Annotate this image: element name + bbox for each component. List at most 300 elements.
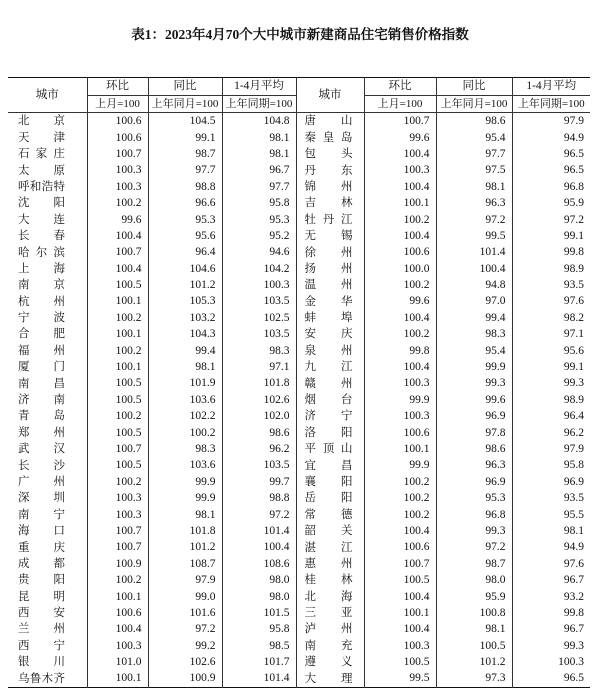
right-month-on-month-cell: 100.6 <box>364 539 436 555</box>
left-jan-apr-average-cell: 95.8 <box>222 195 296 211</box>
left-month-on-month-cell: 100.6 <box>87 129 148 145</box>
left-month-on-month-cell: 100.3 <box>87 490 148 506</box>
city-name: 福州 <box>18 344 65 357</box>
city-name: 杭州 <box>18 295 65 308</box>
right-jan-apr-average-cell: 99.3 <box>512 638 590 654</box>
city-name: 沈阳 <box>18 197 65 210</box>
right-month-on-month-cell: 100.2 <box>364 474 436 490</box>
city-name: 吉林 <box>304 197 353 210</box>
right-jan-apr-average-cell: 99.1 <box>512 359 590 375</box>
table-row <box>8 441 590 457</box>
city-name: 扬州 <box>304 262 353 275</box>
left-year-on-year-cell: 102.6 <box>148 654 222 670</box>
left-year-on-year-cell: 101.8 <box>148 523 222 539</box>
left-city-cell <box>8 261 87 277</box>
left-jan-apr-average-cell: 101.4 <box>222 523 296 539</box>
left-month-on-month-cell: 100.2 <box>87 195 148 211</box>
city-name: 洛阳 <box>304 426 353 439</box>
left-jan-apr-average-cell: 103.5 <box>222 293 296 309</box>
right-mom-base-header: 上月=100 <box>364 96 436 113</box>
right-yoy-base-header: 上年同月=100 <box>436 96 512 113</box>
left-city-cell <box>8 539 87 555</box>
right-month-on-month-cell: 100.1 <box>364 195 436 211</box>
right-city-cell <box>296 211 364 227</box>
city-name: 青岛 <box>18 410 65 423</box>
city-name: 贵阳 <box>18 574 65 587</box>
right-year-on-year-cell: 95.9 <box>436 588 512 604</box>
table-row <box>8 162 590 178</box>
table-title: 表1：2023年4月70个大中城市新建商品住宅销售价格指数 <box>131 27 469 42</box>
right-city-cell <box>296 523 364 539</box>
left-year-on-year-cell: 95.3 <box>148 211 222 227</box>
left-jan-apr-average-cell: 101.4 <box>222 670 296 687</box>
right-avg-header: 1-4月平均 <box>512 78 590 96</box>
right-jan-apr-average-cell: 94.9 <box>512 539 590 555</box>
right-city-cell <box>296 310 364 326</box>
city-name: 常德 <box>304 508 353 521</box>
table-row <box>8 621 590 637</box>
left-month-on-month-cell: 99.6 <box>87 211 148 227</box>
city-name: 金华 <box>304 295 353 308</box>
city-name: 平顶山 <box>304 443 353 456</box>
table-row <box>8 310 590 326</box>
left-city-cell <box>8 228 87 244</box>
right-jan-apr-average-cell: 99.3 <box>512 375 590 391</box>
right-month-on-month-cell: 100.4 <box>364 228 436 244</box>
city-name: 长沙 <box>18 459 65 472</box>
right-jan-apr-average-cell: 100.3 <box>512 654 590 670</box>
left-jan-apr-average-cell: 102.6 <box>222 392 296 408</box>
city-name: 兰州 <box>18 623 65 636</box>
right-jan-apr-average-cell: 96.2 <box>512 424 590 440</box>
table-row <box>8 670 590 687</box>
city-name: 上海 <box>18 262 65 275</box>
table-row <box>8 605 590 621</box>
city-name: 西安 <box>18 607 65 620</box>
right-city-header: 城市 <box>296 78 364 113</box>
city-name: 温州 <box>304 279 353 292</box>
left-month-on-month-cell: 100.3 <box>87 638 148 654</box>
left-jan-apr-average-cell: 98.8 <box>222 490 296 506</box>
city-name: 襄阳 <box>304 475 353 488</box>
right-month-on-month-cell: 99.8 <box>364 342 436 358</box>
right-jan-apr-average-cell: 95.8 <box>512 457 590 473</box>
left-jan-apr-average-cell: 108.6 <box>222 556 296 572</box>
city-name: 赣州 <box>304 377 353 390</box>
left-month-on-month-cell: 100.9 <box>87 556 148 572</box>
right-yoy-header: 同比 <box>436 78 512 96</box>
right-month-on-month-cell: 100.2 <box>364 211 436 227</box>
city-name: 深圳 <box>18 492 65 505</box>
right-city-cell <box>296 490 364 506</box>
table-row <box>8 359 590 375</box>
left-year-on-year-cell: 101.6 <box>148 605 222 621</box>
left-month-on-month-cell: 100.5 <box>87 375 148 391</box>
right-year-on-year-cell: 99.5 <box>436 228 512 244</box>
left-city-cell <box>8 179 87 195</box>
left-jan-apr-average-cell: 103.5 <box>222 457 296 473</box>
left-jan-apr-average-cell: 104.8 <box>222 113 296 130</box>
right-month-on-month-cell: 100.4 <box>364 310 436 326</box>
right-year-on-year-cell: 101.2 <box>436 654 512 670</box>
left-city-cell <box>8 441 87 457</box>
right-jan-apr-average-cell: 96.9 <box>512 474 590 490</box>
left-city-cell <box>8 490 87 506</box>
left-city-cell <box>8 310 87 326</box>
table-row <box>8 244 590 260</box>
table-row <box>8 146 590 162</box>
left-year-on-year-cell: 98.1 <box>148 359 222 375</box>
left-jan-apr-average-cell: 94.6 <box>222 244 296 260</box>
city-name: 郑州 <box>18 426 65 439</box>
right-month-on-month-cell: 100.3 <box>364 638 436 654</box>
right-month-on-month-cell: 100.6 <box>364 424 436 440</box>
left-month-on-month-cell: 100.3 <box>87 162 148 178</box>
right-avg-base-header: 上年同期=100 <box>512 96 590 113</box>
left-jan-apr-average-cell: 95.3 <box>222 211 296 227</box>
left-year-on-year-cell: 100.2 <box>148 424 222 440</box>
city-name: 安庆 <box>304 328 353 341</box>
right-month-on-month-cell: 100.4 <box>364 179 436 195</box>
right-city-cell <box>296 621 364 637</box>
city-name: 天津 <box>18 131 65 144</box>
left-month-on-month-cell: 100.2 <box>87 474 148 490</box>
left-mom-header: 环比 <box>87 78 148 96</box>
left-jan-apr-average-cell: 101.7 <box>222 654 296 670</box>
city-name: 三亚 <box>304 607 353 620</box>
left-city-cell <box>8 572 87 588</box>
left-city-cell <box>8 375 87 391</box>
table-row <box>8 342 590 358</box>
left-jan-apr-average-cell: 98.3 <box>222 342 296 358</box>
left-year-on-year-cell: 99.1 <box>148 129 222 145</box>
left-year-on-year-cell: 104.6 <box>148 261 222 277</box>
city-name: 唐山 <box>304 115 353 128</box>
city-name: 广州 <box>18 475 65 488</box>
table-row <box>8 474 590 490</box>
left-city-cell <box>8 129 87 145</box>
right-city-cell <box>296 261 364 277</box>
city-name: 秦皇岛 <box>304 131 353 144</box>
right-month-on-month-cell: 99.6 <box>364 293 436 309</box>
right-month-on-month-cell: 100.3 <box>364 408 436 424</box>
left-year-on-year-cell: 97.2 <box>148 621 222 637</box>
right-month-on-month-cell: 100.3 <box>364 375 436 391</box>
right-year-on-year-cell: 98.0 <box>436 572 512 588</box>
left-year-on-year-cell: 98.8 <box>148 179 222 195</box>
table-header <box>8 78 590 113</box>
left-year-on-year-cell: 104.5 <box>148 113 222 130</box>
city-name: 武汉 <box>18 443 65 456</box>
city-name: 大连 <box>18 213 65 226</box>
table-row <box>8 654 590 670</box>
city-name: 银川 <box>18 656 65 669</box>
city-name: 包头 <box>304 148 353 161</box>
left-year-on-year-cell: 98.1 <box>148 506 222 522</box>
left-month-on-month-cell: 100.5 <box>87 424 148 440</box>
right-jan-apr-average-cell: 97.1 <box>512 326 590 342</box>
left-jan-apr-average-cell: 98.6 <box>222 424 296 440</box>
left-month-on-month-cell: 100.1 <box>87 326 148 342</box>
left-jan-apr-average-cell: 102.5 <box>222 310 296 326</box>
right-year-on-year-cell: 97.7 <box>436 146 512 162</box>
left-month-on-month-cell: 100.2 <box>87 408 148 424</box>
left-jan-apr-average-cell: 98.1 <box>222 129 296 145</box>
city-name: 北海 <box>304 590 353 603</box>
left-city-cell <box>8 195 87 211</box>
left-jan-apr-average-cell: 97.2 <box>222 506 296 522</box>
right-year-on-year-cell: 98.3 <box>436 326 512 342</box>
right-year-on-year-cell: 97.2 <box>436 211 512 227</box>
right-city-cell <box>296 277 364 293</box>
left-jan-apr-average-cell: 103.5 <box>222 326 296 342</box>
left-month-on-month-cell: 100.1 <box>87 293 148 309</box>
left-jan-apr-average-cell: 98.0 <box>222 572 296 588</box>
left-month-on-month-cell: 100.7 <box>87 539 148 555</box>
table-row <box>8 228 590 244</box>
left-month-on-month-cell: 101.0 <box>87 654 148 670</box>
table-row <box>8 506 590 522</box>
right-city-cell <box>296 342 364 358</box>
left-city-cell <box>8 359 87 375</box>
left-city-cell <box>8 342 87 358</box>
left-jan-apr-average-cell: 97.7 <box>222 179 296 195</box>
left-city-cell <box>8 277 87 293</box>
right-year-on-year-cell: 96.9 <box>436 408 512 424</box>
left-month-on-month-cell: 100.2 <box>87 572 148 588</box>
left-jan-apr-average-cell: 95.8 <box>222 621 296 637</box>
city-name: 岳阳 <box>304 492 353 505</box>
left-month-on-month-cell: 100.1 <box>87 588 148 604</box>
city-name: 泸州 <box>304 623 353 636</box>
city-name: 南京 <box>18 279 65 292</box>
right-month-on-month-cell: 100.2 <box>364 326 436 342</box>
left-year-on-year-cell: 101.9 <box>148 375 222 391</box>
left-jan-apr-average-cell: 99.7 <box>222 474 296 490</box>
city-name: 合肥 <box>18 328 65 341</box>
city-name: 成都 <box>18 557 65 570</box>
right-city-cell <box>296 572 364 588</box>
table-row <box>8 195 590 211</box>
right-year-on-year-cell: 98.6 <box>436 113 512 130</box>
left-jan-apr-average-cell: 97.1 <box>222 359 296 375</box>
city-name: 重庆 <box>18 541 65 554</box>
right-city-cell <box>296 179 364 195</box>
left-jan-apr-average-cell: 98.5 <box>222 638 296 654</box>
city-name: 太原 <box>18 164 65 177</box>
city-name: 烟台 <box>304 394 353 407</box>
city-name: 牡丹江 <box>304 213 353 226</box>
right-city-cell <box>296 424 364 440</box>
right-jan-apr-average-cell: 96.8 <box>512 179 590 195</box>
right-city-cell <box>296 392 364 408</box>
right-year-on-year-cell: 98.6 <box>436 441 512 457</box>
left-city-cell <box>8 146 87 162</box>
city-name: 惠州 <box>304 557 353 570</box>
right-year-on-year-cell: 95.4 <box>436 342 512 358</box>
left-city-cell <box>8 588 87 604</box>
city-name: 厦门 <box>18 361 65 374</box>
right-city-cell <box>296 605 364 621</box>
right-month-on-month-cell: 100.4 <box>364 621 436 637</box>
left-year-on-year-cell: 101.2 <box>148 539 222 555</box>
left-city-cell <box>8 605 87 621</box>
header-row-labels <box>8 78 590 96</box>
left-year-on-year-cell: 103.6 <box>148 457 222 473</box>
left-city-cell <box>8 408 87 424</box>
table-row <box>8 113 590 130</box>
left-month-on-month-cell: 100.3 <box>87 179 148 195</box>
right-year-on-year-cell: 96.3 <box>436 195 512 211</box>
right-jan-apr-average-cell: 96.5 <box>512 670 590 687</box>
left-city-cell <box>8 326 87 342</box>
table-row <box>8 588 590 604</box>
city-name: 北京 <box>18 115 65 128</box>
right-mom-header: 环比 <box>364 78 436 96</box>
left-yoy-header: 同比 <box>148 78 222 96</box>
table-row <box>8 424 590 440</box>
right-month-on-month-cell: 100.2 <box>364 506 436 522</box>
city-name: 遵义 <box>304 656 353 669</box>
left-jan-apr-average-cell: 96.2 <box>222 441 296 457</box>
table-row <box>8 129 590 145</box>
left-month-on-month-cell: 100.2 <box>87 310 148 326</box>
left-city-cell <box>8 162 87 178</box>
right-year-on-year-cell: 96.3 <box>436 457 512 473</box>
left-month-on-month-cell: 100.6 <box>87 113 148 130</box>
left-year-on-year-cell: 108.7 <box>148 556 222 572</box>
right-jan-apr-average-cell: 98.1 <box>512 523 590 539</box>
right-jan-apr-average-cell: 97.9 <box>512 113 590 130</box>
left-year-on-year-cell: 97.7 <box>148 162 222 178</box>
left-year-on-year-cell: 103.6 <box>148 392 222 408</box>
right-month-on-month-cell: 99.6 <box>364 129 436 145</box>
city-name: 湛江 <box>304 541 353 554</box>
left-jan-apr-average-cell: 100.4 <box>222 539 296 555</box>
right-year-on-year-cell: 97.3 <box>436 670 512 687</box>
right-city-cell <box>296 228 364 244</box>
right-jan-apr-average-cell: 98.9 <box>512 392 590 408</box>
left-month-on-month-cell: 100.2 <box>87 342 148 358</box>
right-city-cell <box>296 293 364 309</box>
left-city-cell <box>8 424 87 440</box>
right-jan-apr-average-cell: 97.6 <box>512 556 590 572</box>
right-year-on-year-cell: 99.6 <box>436 392 512 408</box>
table-row <box>8 457 590 473</box>
right-month-on-month-cell: 100.7 <box>364 113 436 130</box>
left-jan-apr-average-cell: 95.2 <box>222 228 296 244</box>
table-row <box>8 539 590 555</box>
left-avg-header: 1-4月平均 <box>222 78 296 96</box>
left-jan-apr-average-cell: 101.5 <box>222 605 296 621</box>
right-year-on-year-cell: 99.3 <box>436 375 512 391</box>
city-name: 无锡 <box>304 230 353 243</box>
right-jan-apr-average-cell: 99.8 <box>512 605 590 621</box>
left-year-on-year-cell: 99.4 <box>148 342 222 358</box>
right-year-on-year-cell: 100.5 <box>436 638 512 654</box>
right-city-cell <box>296 244 364 260</box>
right-month-on-month-cell: 100.2 <box>364 277 436 293</box>
left-mom-base-header: 上月=100 <box>87 96 148 113</box>
right-year-on-year-cell: 97.0 <box>436 293 512 309</box>
right-year-on-year-cell: 94.8 <box>436 277 512 293</box>
table-row <box>8 556 590 572</box>
left-year-on-year-cell: 99.9 <box>148 490 222 506</box>
left-jan-apr-average-cell: 102.0 <box>222 408 296 424</box>
left-year-on-year-cell: 101.2 <box>148 277 222 293</box>
table-row <box>8 211 590 227</box>
right-city-cell <box>296 162 364 178</box>
price-index-table <box>8 77 590 688</box>
city-name: 泉州 <box>304 344 353 357</box>
right-year-on-year-cell: 95.4 <box>436 129 512 145</box>
city-name: 哈尔滨 <box>18 246 65 259</box>
right-jan-apr-average-cell: 96.7 <box>512 621 590 637</box>
left-month-on-month-cell: 100.7 <box>87 146 148 162</box>
city-name: 宜昌 <box>304 459 353 472</box>
right-month-on-month-cell: 100.2 <box>364 490 436 506</box>
right-jan-apr-average-cell: 93.2 <box>512 588 590 604</box>
right-year-on-year-cell: 97.2 <box>436 539 512 555</box>
right-month-on-month-cell: 100.3 <box>364 162 436 178</box>
city-name: 蚌埠 <box>304 312 353 325</box>
right-year-on-year-cell: 100.8 <box>436 605 512 621</box>
city-name: 长春 <box>18 230 65 243</box>
city-name: 呼和浩特 <box>18 180 65 193</box>
table-row <box>8 326 590 342</box>
right-city-cell <box>296 359 364 375</box>
city-name: 宁波 <box>18 312 65 325</box>
right-jan-apr-average-cell: 93.5 <box>512 490 590 506</box>
left-city-cell <box>8 457 87 473</box>
left-year-on-year-cell: 99.2 <box>148 638 222 654</box>
right-city-cell <box>296 670 364 687</box>
left-year-on-year-cell: 98.3 <box>148 441 222 457</box>
left-month-on-month-cell: 100.5 <box>87 277 148 293</box>
table-row <box>8 179 590 195</box>
city-name: 丹东 <box>304 164 353 177</box>
right-jan-apr-average-cell: 93.5 <box>512 277 590 293</box>
right-year-on-year-cell: 99.3 <box>436 523 512 539</box>
table-row <box>8 392 590 408</box>
left-month-on-month-cell: 100.3 <box>87 506 148 522</box>
right-jan-apr-average-cell: 98.9 <box>512 261 590 277</box>
left-avg-base-header: 上年同期=100 <box>222 96 296 113</box>
city-name: 九江 <box>304 361 353 374</box>
right-month-on-month-cell: 100.4 <box>364 523 436 539</box>
table-row <box>8 408 590 424</box>
right-month-on-month-cell: 100.7 <box>364 556 436 572</box>
right-city-cell <box>296 129 364 145</box>
right-city-cell <box>296 441 364 457</box>
right-city-cell <box>296 539 364 555</box>
left-city-header: 城市 <box>8 78 87 113</box>
right-month-on-month-cell: 99.9 <box>364 392 436 408</box>
right-city-cell <box>296 556 364 572</box>
city-name: 海口 <box>18 525 65 538</box>
right-city-cell <box>296 506 364 522</box>
left-month-on-month-cell: 100.4 <box>87 261 148 277</box>
left-month-on-month-cell: 100.4 <box>87 228 148 244</box>
left-city-cell <box>8 474 87 490</box>
right-year-on-year-cell: 99.9 <box>436 359 512 375</box>
city-name: 锦州 <box>304 180 353 193</box>
left-year-on-year-cell: 102.2 <box>148 408 222 424</box>
right-month-on-month-cell: 100.1 <box>364 605 436 621</box>
right-city-cell <box>296 638 364 654</box>
right-city-cell <box>296 588 364 604</box>
city-name: 南宁 <box>18 508 65 521</box>
